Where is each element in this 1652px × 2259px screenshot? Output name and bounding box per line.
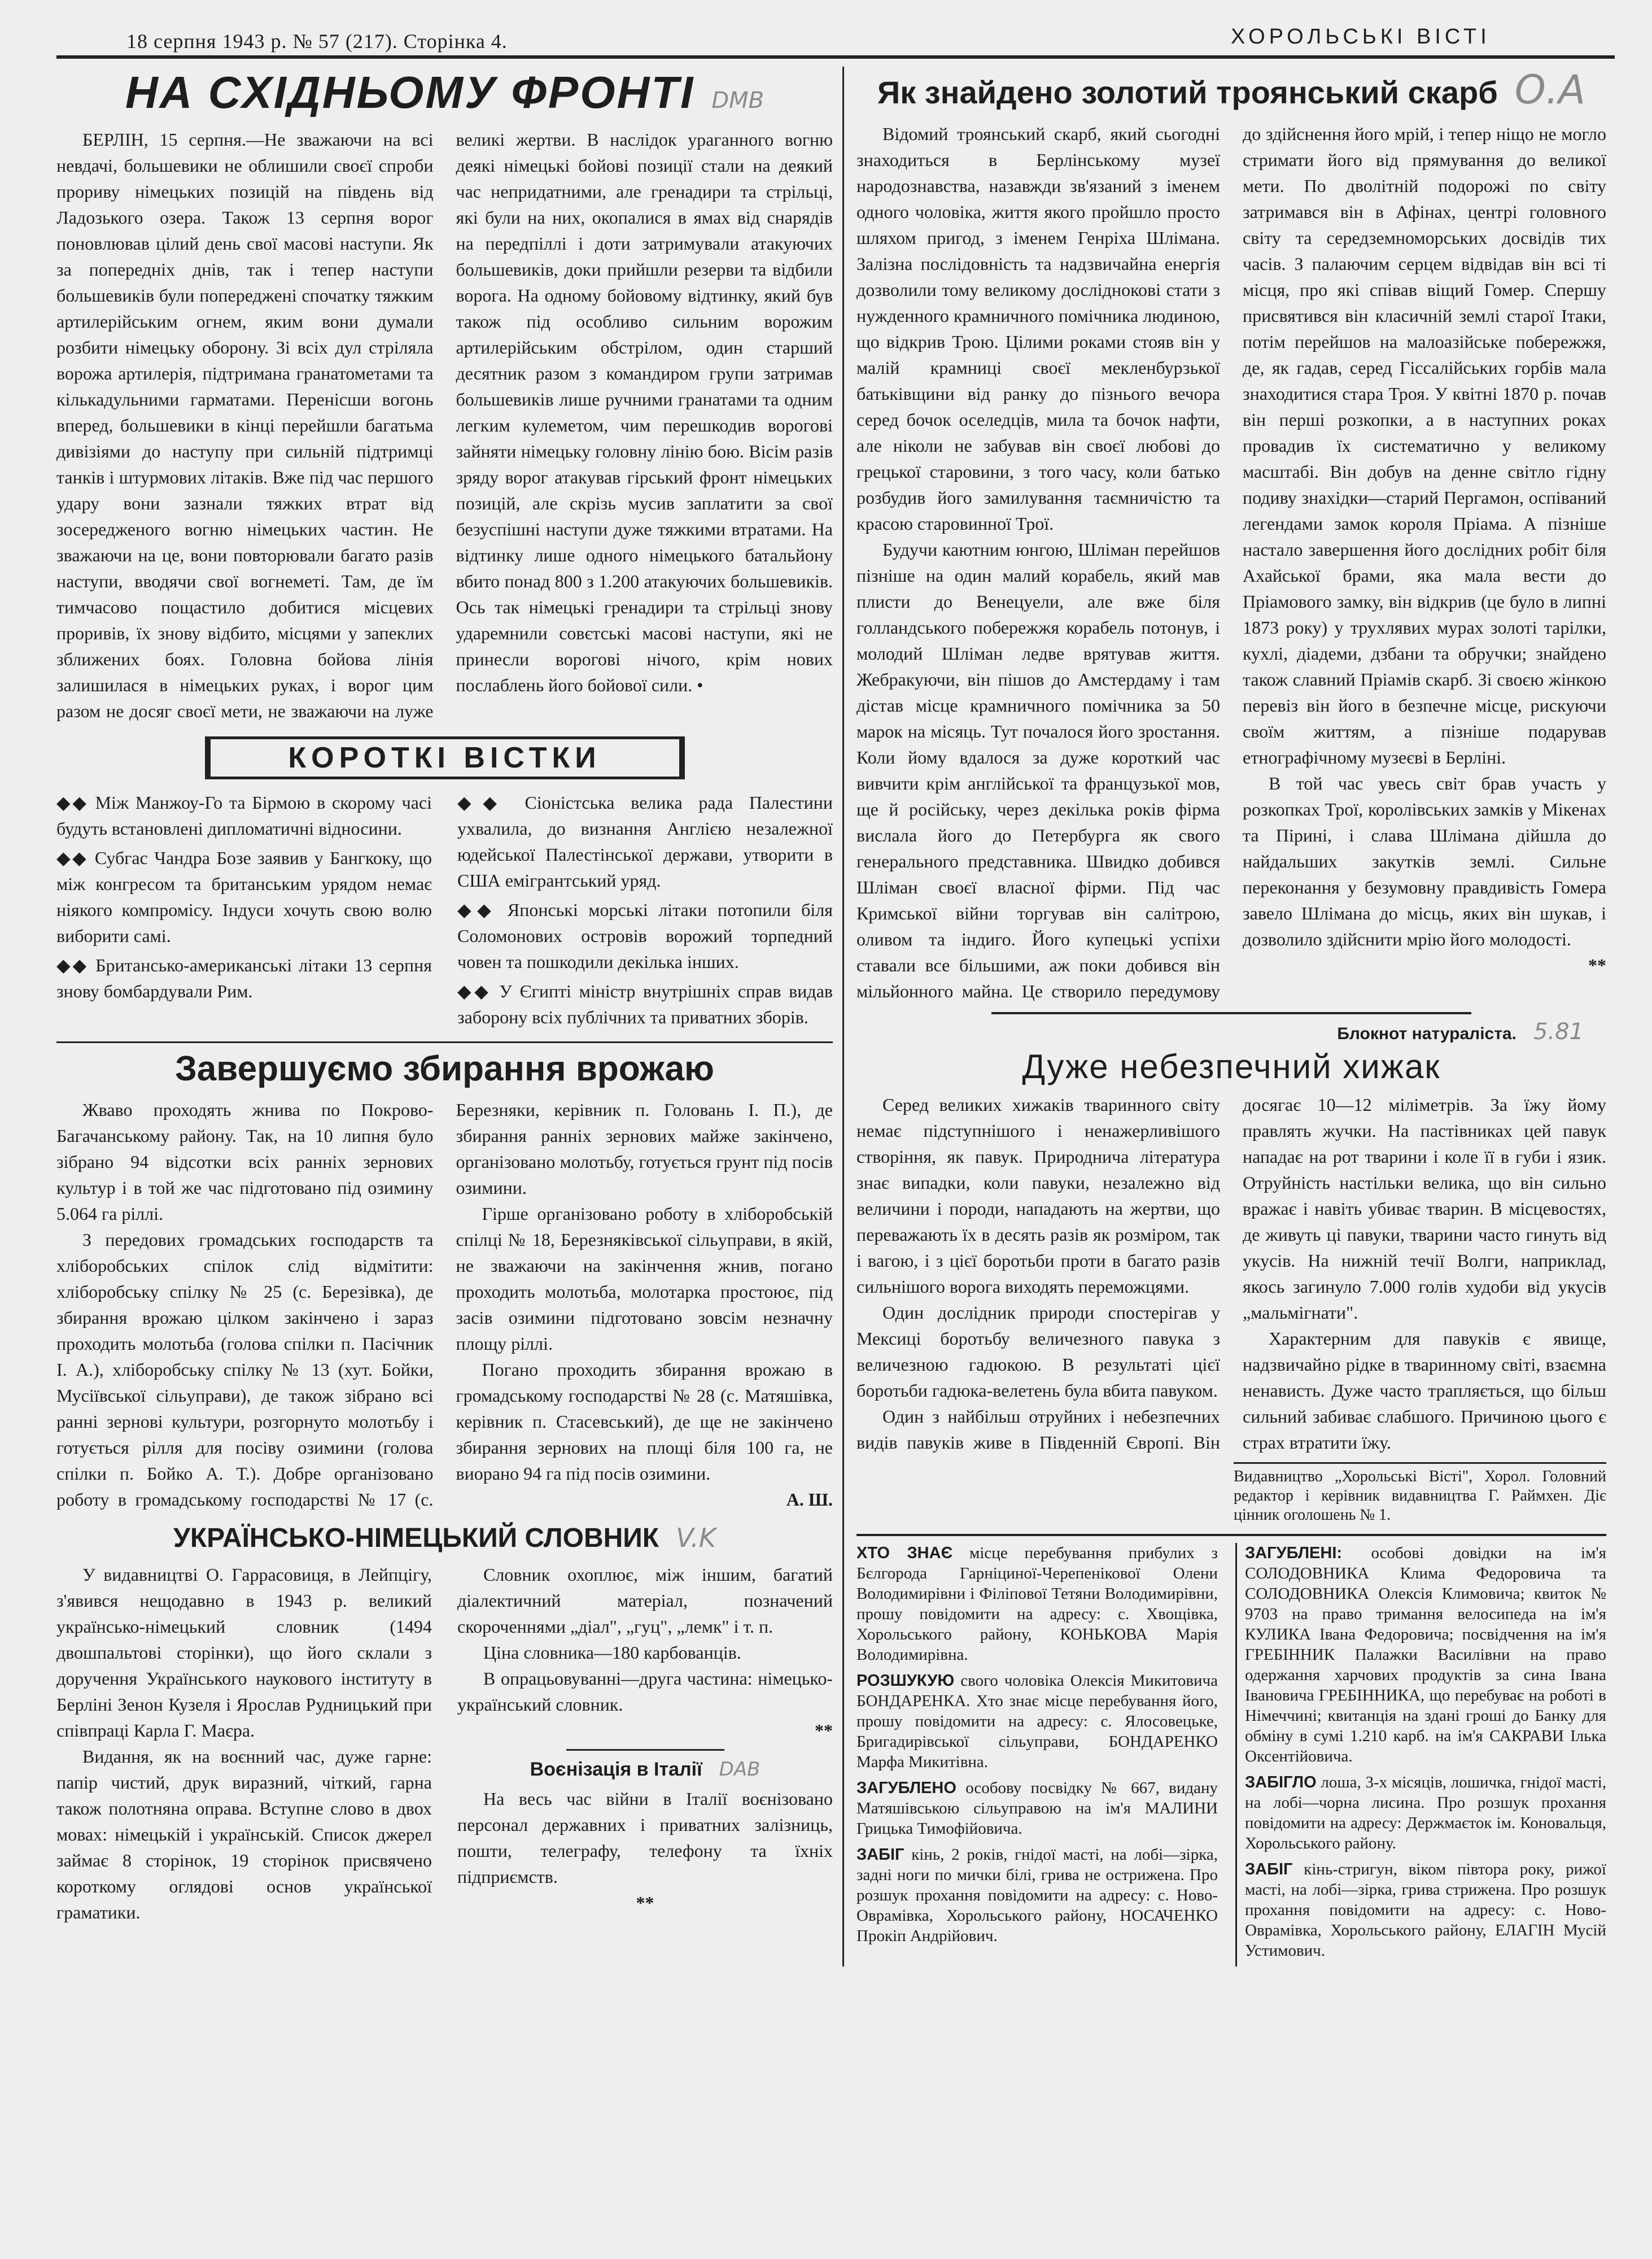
article-front-title: НА СХІДНЬОМУ ФРОНТІ xyxy=(125,67,695,117)
ads-rule xyxy=(856,1534,1606,1536)
classified-ad: ЗАГУБЛЕНО особову посвідку № 667, видану Матяшівською сільуправою на ім'я МАЛИНИ Грицька Тимофійовича. xyxy=(856,1779,1218,1838)
paper-name: ХОРОЛЬСЬКІ ВІСТІ xyxy=(1231,25,1491,49)
article-paragraph: У видавництві О. Гаррасовиця, в Лейпцігу, з'явився нещодавно в 1943 р. великий українсько-німецький словник (1494 двошпальтові сторінки), що його склали з доручення Українського наукового інституту в Берліні Зенон Кузеля і Ярослав Рудницький при співпраці Карла Г. Маєра. xyxy=(56,1564,432,1741)
classified-ad: ХТО ЗНАЄ місце перебування прибулих з Бєлгорода Гарніциної-Черепенікової Олени Володимирівни і Філіпової Тетяни Володимирівни, прошу повідомити на адресу: с. Хвощівка, Хорольського району, КОНЬКОВА Марія Володимирівна. xyxy=(856,1544,1218,1664)
article-troy-heading xyxy=(856,67,1606,113)
header-rule xyxy=(56,55,1615,59)
end-mark: ** xyxy=(815,1720,833,1741)
short-news-title: КОРОТКІ ВІСТКИ xyxy=(205,736,685,779)
article-paragraph: БЕРЛІН, 15 серпня.—Не зважаючи на всі невдачі, большевики не облишили своєї спроби прориву німецьких позицій на південь від Ладозького озера. Також 13 серпня ворог поновлював цілий день свої масові наступи. Як за попередніх днів, так і тепер наступи большевиків були попереджені спочатку тяжким артилерійським огнем, яким вони думали розбити німецьку оборону. Зі всіх дул стріляла ворожа артилерія, підтримана гранатометами та кількадульними гарматами. Перенісши вогонь вперед, большевики в кінці перейшли багатьма дивізіями до наступу при сильній підтримці танків і штурмових літаків. Вже під час першого удару вони зазнали тяжких втрат від зосередженого вогню німецьких частин. Не зважаючи на це, вони повторювали багато разів наступи, вводячи свої вогнеметі. Там, де їм тимчасово пощастило добитися місцевих проривів, їх знову відбито, місцями у запеклих зближених боях. Головна бойова лінія залишилася в німецьких руках, і ворог цим разом не досяг своєї мети, не зважаючи на луже великі жертви. В наслідок ураганного вогню деякі німецькі бойові позиції стали на деякий час непридатними, але гренадири та стрільці, які були на них, окопалися в ямах від снарядів на передпіллі і доти затримували атакуючих большевиків, доки прийшли резерви та відбили ворога. На одному бойовому відтинку, який був також під особливо сильним ворожим артилерійським обстрілом, один старший десятник разом з командиром групи затримав большевиків лише ручними гранатами та одним легким кулеметом, чим перешкодив ворогові зайняти німецьку головну лінію бою. Вісім разів зряду ворог атакував гірський фронт німецьких позицій, але скрізь мусив заплатити за свої безуспішні наступи дуже тяжкими втратами. На відтинку лише одного німецького батальйону вбито понад 800 з 1.200 атакуючих большевиків. Ось так німецькі гренадири та стрільці знову ударемнили совєтські масові наступи, які не принесли ворогові нічого, крім нових послаблень його бойової сили. • xyxy=(56,129,833,721)
section-rule xyxy=(566,1749,724,1751)
article-front-heading xyxy=(56,67,833,119)
section-rule xyxy=(56,1041,833,1043)
article-dictionary-right xyxy=(457,1562,833,1925)
news-item: ◆◆ Субгас Чандра Бозе заявив у Бангкоку, що між конгресом та британським урядом немає ніякого компромісу. Індуси хочуть свою волю виборити самі. xyxy=(56,848,432,946)
article-italy-title: Воєнізація в Італії xyxy=(530,1759,702,1780)
classified-ad: РОЗШУКУЮ свого чоловіка Олексія Микитовича БОНДАРЕНКА. Хто знає місце перебування його, прошу повідомити на адресу: с. Ялосовецьке, Бригадирівської сільуправи, БОНДАРЕНКО Марфа Микитівна. xyxy=(856,1672,1218,1771)
article-spider-body xyxy=(856,1092,1606,1455)
article-harvest-body xyxy=(56,1097,833,1512)
article-paragraph: Будучи каютним юнгою, Шліман перейшов пізніше на один малий корабель, який мав плисти до Венецуели, але вже біля голландського побережжя корабель потонув, і молодий Шліман ледве врятував життя. Жебракуючи, він пішов до Амстердаму і там дістав місце крамничного помічника за 50 марок на місяць. Тут почалося його зростання. Коли йому вдалося за дуже короткий час вивчити крім англійської та французької мов, ще й російську, через декілька років фірма вислала його до Петербурга як свого генерального представника. Швидко добився Шліман своєї власної фірми. Під час Кримської війни торгував він салітрою, оливом та індиго. Його купецькі успіхи ставали все більшими, аж поки добився він мільйонного майна. Це створило передумову до здійснення його мрій, і тепер ніщо не могло стримати його від прямування до великої мети. По дволітній подорожі по світу затримався він в Афінах, центрі головного світу та середземноморських досвідів тих часів. З палаючим серцем відвідав він всі ті місця, про які співав віщий Гомер. Спершу присвятився він класичній землі старої Ітаки, потім перейшов на малоазійське побережжя, де, як гадав, серед Гіссалійських горбів мала знаходитися стара Троя. У квітні 1870 р. почав він перші розкопки, а в наступних роках провадив їх систематично у великому масштабі. Він добув на денне світло гідну подиву знахідки—старий Пергамон, оспіваний легендами замок короля Пріама. А пізніше настало завершення його дослідних робіт біля Ахайської брами, яка мала вести до Пріамового замку, він відкрив (це було в липні 1873 року) у трухлявих мурах золоті тарілки, кухлі, діадеми, дзбани та обручки; знайдено також славний Пріамів скарб. Зі своєю жінкою перевіз він його в безпечне місце, рискуючи своїм життям, а пізніше подарував етнографічному музеєві в Берліні. xyxy=(856,124,1606,1001)
right-half xyxy=(842,67,1606,1966)
news-item: ◆◆ Британсько-американські літаки 13 серпня знову бомбардували Рим. xyxy=(56,955,432,1001)
news-item: ◆◆ Японські морські літаки потопили біля Соломонових островів ворожий торпедний човен та пошкодили декілька інших. xyxy=(457,900,833,972)
signature: А. Ш. xyxy=(786,1489,833,1510)
article-paragraph: Серед великих хижаків тваринного світу немає підступнішого і ненажерливішого створіння, як павук. Природнича література знає випадки, коли павуки, незалежно від величини і породи, нападають на жертви, що переважають їх в десять разів як розміром, так і вагою, і з цієї боротьби проти в багато разів сильнішого ворога виходять переможцями. xyxy=(856,1094,1220,1297)
news-item: ◆◆ У Єгипті міністр внутрішніх справ видав заборону всіх публічних та приватних зборів. xyxy=(457,981,833,1027)
short-news-left xyxy=(56,790,432,1033)
article-paragraph: Один з найбільш отруйних і небезпечних видів павуків живе в Південній Європі. Він досягає 10—12 міліметрів. За їжу йому правлять жучки. На пастівниках цей павук нападає на рот тварини і коле її в губи і язик. Отруйність настільки велика, що він сильно вражає і навіть убиває тварин. В місцевостях, де живуть ці павуки, тварини часто гинуть від укусів. На нижній течії Волги, наприклад, якось загинуло 7.000 голів худоби від укусів „мальмігнати". xyxy=(856,1094,1606,1453)
article-paragraph: Жваво проходять жнива по Покрово-Багачанському району. Так, на 10 липня було зібрано 94 відсотки всіх ранніх зернових культур і в той же час підготовано під озимину 5.064 га ріллі. xyxy=(56,1100,434,1224)
handwritten-mark: О.А xyxy=(1514,67,1586,113)
handwritten-mark: DAB xyxy=(719,1758,761,1781)
article-harvest-title: Завершуємо збирання врожаю xyxy=(174,1049,715,1088)
rubric: Блокнот натураліста. xyxy=(1337,1024,1516,1043)
rubric-row xyxy=(856,1019,1606,1045)
news-item: ◆◆ Між Манжоу-Го та Бірмою в скорому часі будуть встановлені дипломатичні відносини. xyxy=(56,792,432,839)
article-paragraph: Один дослідник природи спостерігав у Мексиці боротьбу величезного павука з величезною гадюкою. В результаті цієї боротьби гадюка-велетень була вбита павуком. xyxy=(856,1302,1220,1401)
end-mark: ** xyxy=(636,1892,654,1913)
article-paragraph: З передових громадських господарств та хліборобських спілок слід відмітити: хліборобську спілку № 25 (с. Березівка), де збирання врожаю цілком закінчено і зараз проходить молотьба (голова спілки п. Пасічник І. А.), хліборобську спілку № 13 (хут. Бойки, Мусіївської сільуправи), де також зібрано всі ранні зернові культури, розгорнуто молотьбу і готується рілля для посіву озимини (голова спілки п. Бойко А. Т.). Добре організовано роботу в громадському господарстві № 17 (с. Березняки, керівник п. Головань І. П.), де збирання ранніх зернових майже закінчено, організовано молотьбу, готується грунт під посів озимини. xyxy=(56,1100,833,1510)
end-mark: ** xyxy=(1588,955,1606,975)
ads xyxy=(856,1543,1606,1966)
classified-ad: ЗАГУБЛЕНІ: особові довідки на ім'я СОЛОДОВНИКА Клима Федоровича та СОЛОДОВНИКА Олексія Климовича; квиток № 9703 на право тримання велосипеда на ім'я КУЛИКА Івана Федоровича; посвідчення на ім'я ГРЕБІННИК Палажки Василівни на право одержання харчових продуктів за сина Івана Івановича ГРЕБІННИКА, що перебуває на роботі в Німеччині; квитанція на здані гроші до Банку для обміну в сумі 1.210 карб. на ім'я САКРАВИ Ілька Оксентійовича. xyxy=(1245,1544,1606,1765)
left-half xyxy=(56,67,833,1925)
article-troy-body xyxy=(856,121,1606,1004)
article-paragraph: Відомий троянський скарб, який сьогодні знаходиться в Берлінському музеї народознавства, назавжди зв'язаний з іменем одного чоловіка, життя якого пройшло просто шляхом пригод, з іменем Генріха Шлімана. Залізна послідовність та надзвичайна енергія дозволили тому великому досліднокові стати з нужденного крамничного помічника людиною, що відкрив Трою. Цілими роками стояв він у малій крамниці своєї мекленбурзької батьківщини від ранку до пізнього вечора серед бочок оселедців, мила та бочок нафти, але ніколи не забував він своєї любові до грецької старовини, з того часу, коли батько розбудив його замилування таємничістю та красою старовинної Трої. xyxy=(856,124,1220,534)
article-dictionary-title: УКРАЇНСЬКО-НІМЕЦЬКИЙ СЛОВНИК xyxy=(173,1523,659,1553)
handwritten-mark: V.K xyxy=(676,1523,716,1553)
article-troy-title: Як знайдено золотий троянський скарб xyxy=(877,75,1498,110)
article-paragraph: Словник охоплює, між іншим, багатий діалектичний матеріал, позначений скороченнями „діал", „гуц", „лемк" і т. п. xyxy=(457,1564,833,1637)
section-rule xyxy=(991,1012,1471,1014)
news-item: ◆◆ Сіоністська велика рада Палестини ухвалила, до визнання Англією незалежної юдейської Палестінської держави, утворити в США емігрантський уряд. xyxy=(457,792,833,891)
handwritten-mark: DMB xyxy=(711,88,764,114)
article-italy-heading xyxy=(457,1756,833,1782)
article-front-body xyxy=(56,127,833,724)
article-spider-title: Дуже небезпечний хижак xyxy=(1022,1048,1441,1085)
ads-left xyxy=(856,1543,1218,1966)
classified-ad: ЗАБІГ кінь, 2 років, гнідої масті, на лобі—зірка, задні ноги по мички білі, грива не острижена. Про розшук прохання повідомити на адресу: с. Ново-Оврамівка, Хорольського району, НОСАЧЕНКО Прокіп Андрійович. xyxy=(856,1846,1218,1945)
short-news xyxy=(56,790,833,1033)
ads-right xyxy=(1235,1543,1606,1966)
article-paragraph: Погано проходить збирання врожаю в громадському господарстві № 28 (с. Матяшівка, керівник п. Стасевський), де ще не закінчено збирання зернових на площі біля 100 га, не виорано 94 га під посів озимини. xyxy=(456,1359,833,1484)
imprint: Видавництво „Хорольські Вісті", Хорол. Головний редактор і керівник видавництва Г. Раймхен. Діє цінник оголошень № 1. xyxy=(1234,1468,1606,1524)
article-paragraph: Гірше організовано роботу в хліборобській спілці № 18, Березняківської сільуправи, в якій, не зважаючи на закінчення жнив, погано проходить молотьба, молотарка простоює, під засів озимини підготовано зовсім незначну площу ріллі. xyxy=(456,1203,833,1354)
section-rule xyxy=(1234,1462,1606,1464)
issue-line: 18 серпня 1943 р. № 57 (217). Сторінка 4. xyxy=(126,30,508,53)
article-dictionary-heading xyxy=(56,1523,833,1554)
article-paragraph: Видання, як на воєнний час, дуже гарне: папір чистий, друк виразний, чіткий, гарна також полотняна оправа. Вступне слово в двох мовах: німецькій і українській. Список джерел займає 8 сторінок, 19 сторінок присвячено короткому оглядові основ української граматики. xyxy=(56,1746,432,1922)
article-paragraph: На весь час війни в Італії воєнізовано персонал державних і приватних залізниць, пошти, телеграфу, телефону та їхніх підприємств. xyxy=(457,1789,833,1887)
article-spider-heading xyxy=(856,1047,1606,1086)
short-news-right xyxy=(457,790,833,1033)
handwritten-mark: 5.81 xyxy=(1533,1019,1584,1045)
article-paragraph: В опрацьовуванні—друга частина: німецько-український словник. xyxy=(457,1668,833,1715)
classified-ad: ЗАБІГ кінь-стригун, віком півтора року, рижої масті, на лобі—зірка, грива стрижена. Про розшук прохання повідомити на адресу: с. Ново-Оврамівка, Хорольського району, ЕЛАГІН Мусій Устимович. xyxy=(1245,1860,1606,1960)
article-harvest-heading xyxy=(56,1049,833,1089)
article-paragraph: Характерним для павуків є явище, надзвичайно рідке в тваринному світі, взаємна ненависть. Дуже часто трапляється, що більш сильний забиває слабшого. Причиною цього є страх втратити їжу. xyxy=(1243,1328,1606,1453)
article-dictionary-left xyxy=(56,1562,432,1925)
article-dictionary-body xyxy=(56,1562,833,1925)
article-paragraph: В той час увесь світ брав участь у розкопках Трої, королівських замків у Мікенах та Пірині, і слава Шлімана дійшла до найдальших закутків землі. Сильне переконання у безумовну правдивість Гомера завело Шлімана до місць, яких він шукав, і дозволило здійснити мрію його молодості. xyxy=(1243,773,1606,949)
classified-ad: ЗАБІГЛО лоша, 3-х місяців, лошичка, гнідої масті, на лобі—чорна лисина. Про розшук прохання повідомити на адресу: Держмаєток ім. Коновальця, Хорольського району. xyxy=(1245,1773,1606,1852)
article-paragraph: Ціна словника—180 карбованців. xyxy=(483,1642,741,1663)
